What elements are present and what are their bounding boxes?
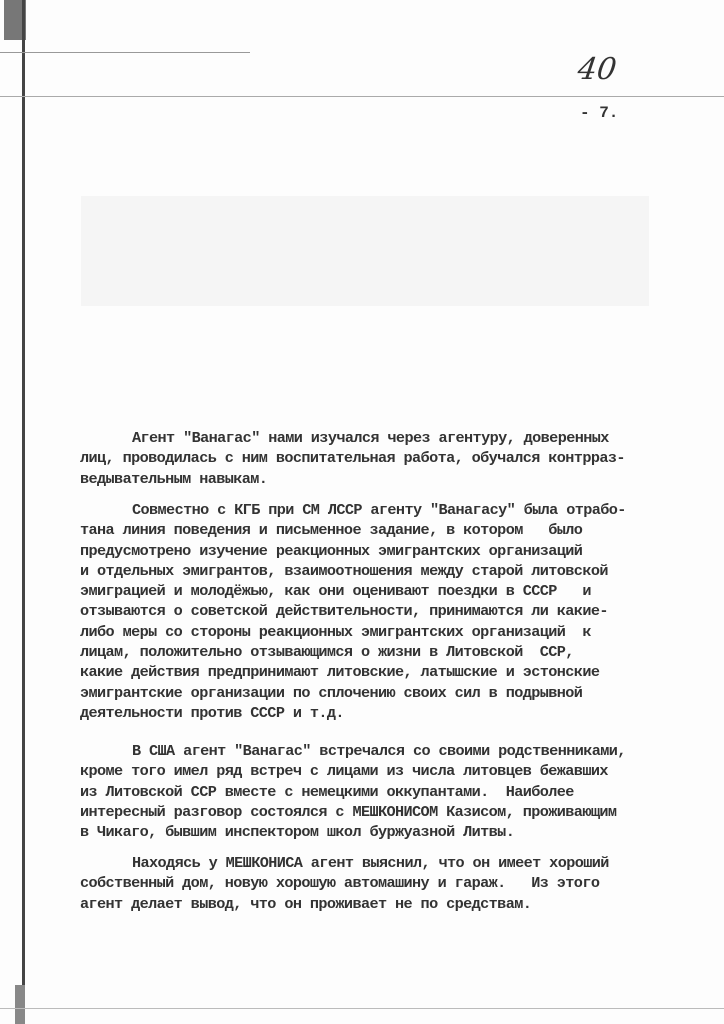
text-line: эмиграцией и молодёжью, как они оценивают поездки в СССР и (80, 582, 591, 601)
text-line: эмигрантские организации по сплочению своих сил в подрывной (80, 683, 583, 702)
text-line: лицам, положительно отзывающимся о жизни в Литовской ССР, (80, 643, 574, 662)
text-line: тана линия поведения и письменное задание, в котором было (80, 521, 583, 540)
text-line: интересный разговор состоялся с МЕШКОНИСОМ Казисом, проживающим (80, 802, 617, 821)
paragraph-3 (80, 741, 640, 842)
text-line: какие действия предпринимают литовские, латышские и эстонские (80, 663, 600, 682)
text-line: предусмотрено изучение реакционных эмигрантских организаций (80, 541, 583, 560)
text-line: деятельности против СССР и т.д. (80, 703, 344, 722)
text-line: Агент "Ванагас" нами изучался через агентуру, доверенных (132, 429, 609, 447)
paragraph-1 (80, 428, 640, 489)
text-line: в Чикаго, бывшим инспектором школ буржуазной Литвы. (80, 823, 515, 842)
text-line: и отдельных эмигрантов, взаимоотношения между старой литовской (80, 561, 608, 580)
text-line: В США агент "Ванагас" встречался со своими родственниками, (132, 742, 626, 760)
scan-line-top (0, 52, 250, 53)
text-line: кроме того имел ряд встреч с лицами из числа литовцев бежавших (80, 762, 608, 781)
scan-line-second (0, 96, 724, 97)
text-line: Совместно с КГБ при СМ ЛССР агенту "Ванагасу" была отрабо- (132, 501, 626, 519)
binding-margin-line (22, 0, 25, 1024)
scan-line-bottom (0, 1008, 724, 1009)
text-line: либо меры со стороны реакционных эмигрантских организаций к (80, 622, 591, 641)
text-line: из Литовской ССР вместе с немецкими оккупантами. Наиболее (80, 782, 574, 801)
text-line: лиц, проводилась с ним воспитательная работа, обучался контрраз- (80, 449, 625, 468)
paragraph-4 (80, 853, 640, 914)
page-number: - 7. (580, 104, 619, 122)
redacted-block (81, 196, 649, 306)
text-line: Находясь у МЕШКОНИСА агент выяснил, что он имеет хороший (132, 854, 609, 872)
text-line: агент делает вывод, что он проживает не по средствам. (80, 894, 532, 913)
text-line: собственный дом, новую хорошую автомашину и гараж. Из этого (80, 874, 600, 893)
text-line: ведывательным навыкам. (80, 469, 268, 488)
paragraph-2 (80, 500, 640, 723)
text-line: отзываются о советской действительности, принимаются ли какие- (80, 602, 608, 621)
handwritten-folio-number: 40 (575, 52, 619, 87)
binding-mark-bottom (15, 985, 25, 1024)
